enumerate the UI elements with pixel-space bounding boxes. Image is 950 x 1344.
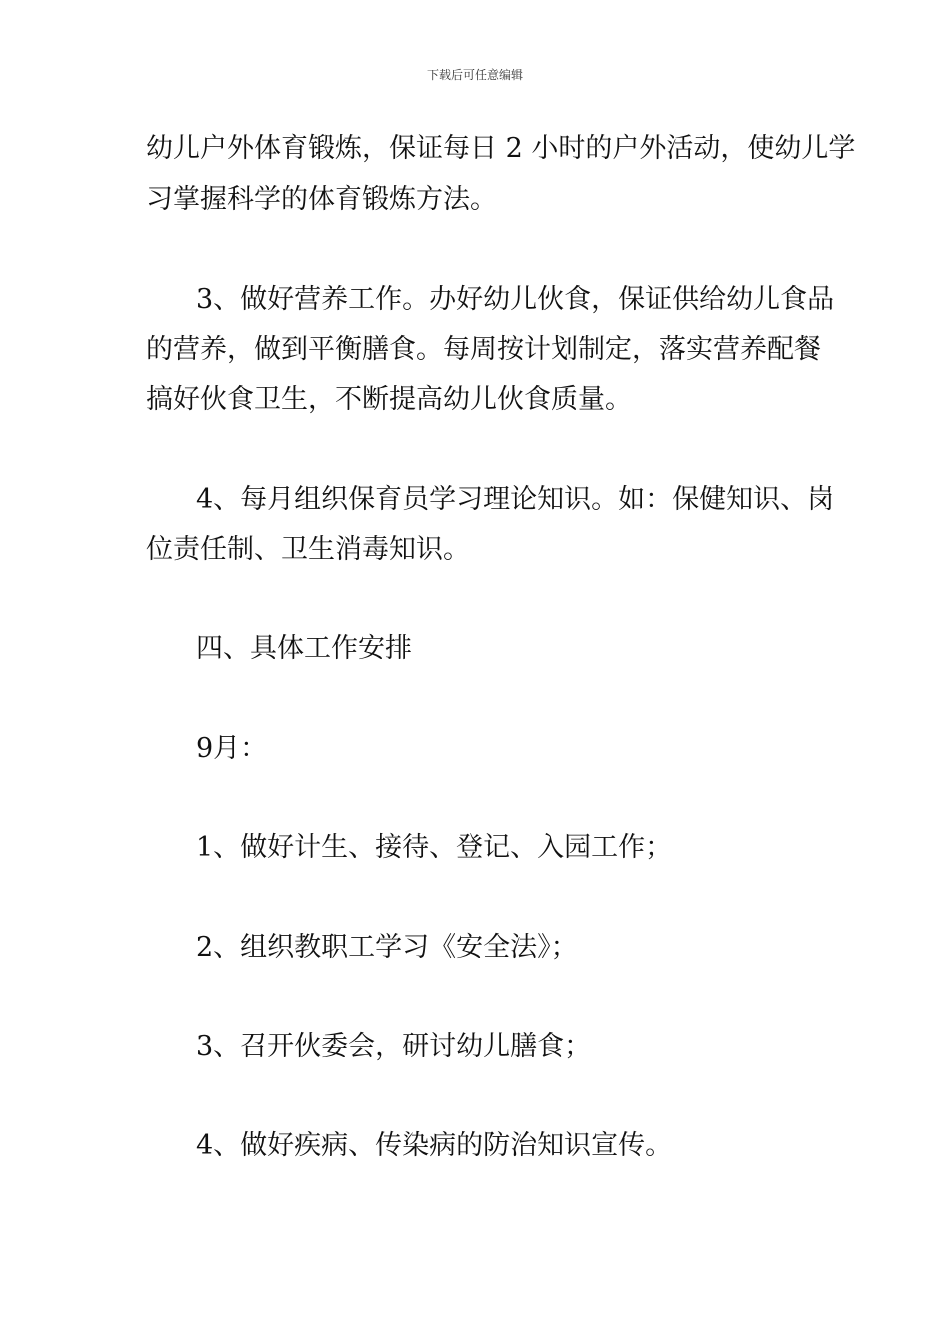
paragraph-line: 习掌握科学的体育锻炼方法。	[146, 184, 497, 215]
list-item: 3、召开伙委会，研讨幼儿膳食；	[196, 1031, 592, 1062]
month-label: 9月：	[196, 733, 268, 764]
paragraph-line: 的营养，做到平衡膳食。每周按计划制定，落实营养配餐	[146, 334, 821, 365]
list-item: 4、做好疾病、传染病的防治知识宣传。	[196, 1130, 673, 1161]
list-item: 2、组织教职工学习《安全法》；	[196, 932, 578, 963]
paragraph-line: 3、做好营养工作。办好幼儿伙食，保证供给幼儿食品	[196, 284, 835, 315]
paragraph-line: 4、每月组织保育员学习理论知识。如：保健知识、岗	[196, 484, 835, 515]
page-header: 下载后可任意编辑	[426, 68, 523, 82]
paragraph-line: 位责任制、卫生消毒知识。	[146, 534, 470, 565]
section-heading: 四、具体工作安排	[196, 633, 412, 664]
paragraph-line: 幼儿户外体育锻炼，保证每日 2 小时的户外活动，使幼儿学	[146, 133, 856, 164]
paragraph-line: 搞好伙食卫生，不断提高幼儿伙食质量。	[146, 384, 632, 415]
list-item: 1、做好计生、接待、登记、入园工作；	[196, 832, 673, 863]
